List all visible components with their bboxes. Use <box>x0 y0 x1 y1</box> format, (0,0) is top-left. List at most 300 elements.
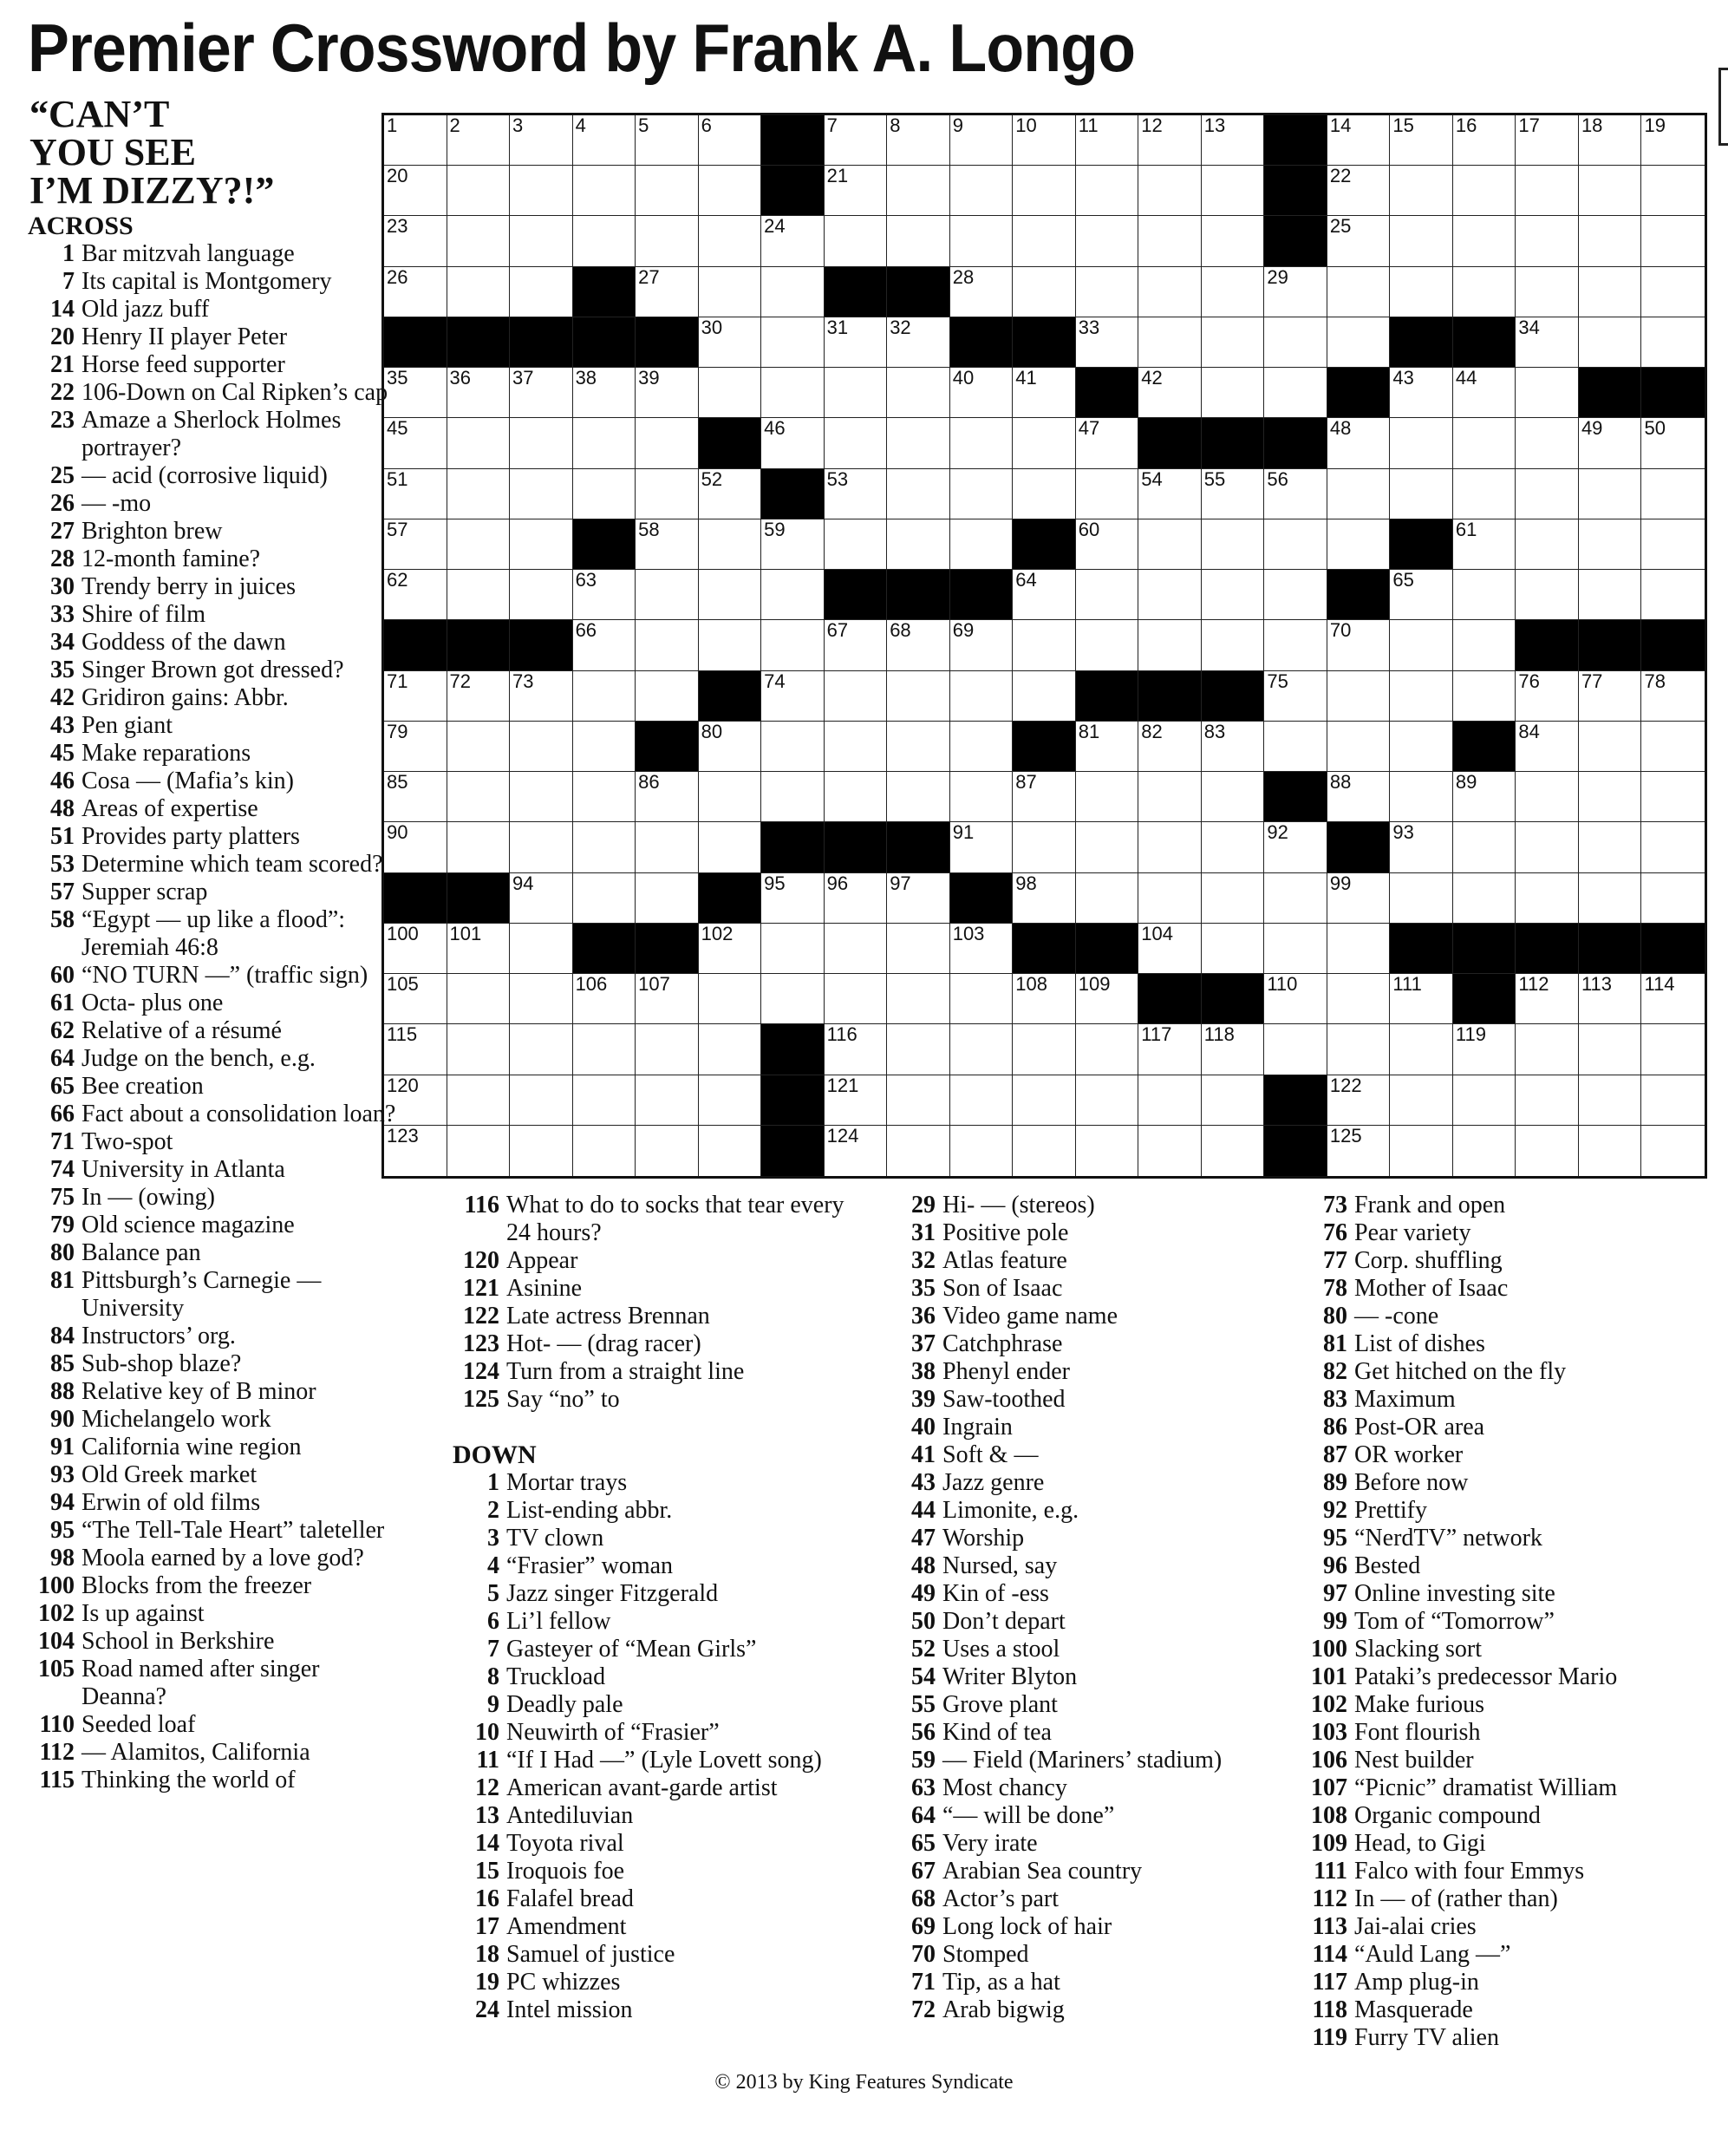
grid-cell[interactable] <box>1264 873 1327 924</box>
grid-cell[interactable] <box>636 570 699 620</box>
grid-cell[interactable] <box>950 822 1014 872</box>
grid-cell[interactable] <box>825 418 888 468</box>
grid-cell[interactable] <box>1390 166 1453 216</box>
grid-cell[interactable] <box>1202 166 1265 216</box>
grid-cell[interactable] <box>887 519 950 570</box>
grid-cell[interactable] <box>950 368 1014 418</box>
grid-cell[interactable] <box>573 216 636 266</box>
grid-cell[interactable] <box>1138 368 1202 418</box>
grid-cell[interactable] <box>1516 368 1579 418</box>
grid-cell[interactable] <box>510 1024 573 1075</box>
grid-cell[interactable] <box>573 1126 636 1176</box>
grid-cell[interactable] <box>510 974 573 1024</box>
grid-cell[interactable] <box>1516 267 1579 317</box>
grid-cell[interactable] <box>887 873 950 924</box>
grid-cell[interactable] <box>1327 722 1391 772</box>
grid-cell[interactable] <box>1579 1126 1642 1176</box>
grid-cell[interactable] <box>1202 822 1265 872</box>
grid-cell[interactable] <box>887 216 950 266</box>
grid-cell[interactable] <box>1013 772 1076 822</box>
grid-cell[interactable] <box>1327 1126 1391 1176</box>
grid-cell[interactable] <box>510 519 573 570</box>
grid-cell[interactable] <box>510 469 573 519</box>
grid-cell[interactable] <box>699 166 762 216</box>
grid-cell[interactable] <box>825 216 888 266</box>
grid-cell[interactable] <box>1202 267 1265 317</box>
grid-cell[interactable] <box>510 115 573 166</box>
grid-cell[interactable] <box>887 1024 950 1075</box>
grid-cell[interactable] <box>825 924 888 974</box>
grid-cell[interactable] <box>447 368 511 418</box>
grid-cell[interactable] <box>1076 873 1139 924</box>
grid-cell[interactable] <box>510 822 573 872</box>
grid-cell[interactable] <box>825 1024 888 1075</box>
grid-cell[interactable] <box>1453 1024 1516 1075</box>
grid-cell[interactable] <box>825 317 888 368</box>
crossword-grid[interactable] <box>381 113 1707 1179</box>
grid-cell[interactable] <box>1013 368 1076 418</box>
grid-cell[interactable] <box>573 873 636 924</box>
grid-cell[interactable] <box>1579 1075 1642 1126</box>
grid-cell[interactable] <box>1516 469 1579 519</box>
grid-cell[interactable] <box>1138 1075 1202 1126</box>
grid-cell[interactable] <box>1641 772 1705 822</box>
grid-cell[interactable] <box>761 418 825 468</box>
grid-cell[interactable] <box>447 469 511 519</box>
grid-cell[interactable] <box>887 368 950 418</box>
grid-cell[interactable] <box>1641 570 1705 620</box>
grid-cell[interactable] <box>1202 873 1265 924</box>
grid-cell[interactable] <box>1516 418 1579 468</box>
grid-cell[interactable] <box>1453 570 1516 620</box>
grid-cell[interactable] <box>636 469 699 519</box>
grid-cell[interactable] <box>1327 1075 1391 1126</box>
grid-cell[interactable] <box>1453 1126 1516 1176</box>
grid-cell[interactable] <box>1579 166 1642 216</box>
grid-cell[interactable] <box>1390 267 1453 317</box>
grid-cell[interactable] <box>1579 317 1642 368</box>
grid-cell[interactable] <box>825 772 888 822</box>
grid-cell[interactable] <box>825 722 888 772</box>
grid-cell[interactable] <box>1579 418 1642 468</box>
grid-cell[interactable] <box>761 924 825 974</box>
grid-cell[interactable] <box>1641 1024 1705 1075</box>
grid-cell[interactable] <box>887 115 950 166</box>
grid-cell[interactable] <box>1453 671 1516 722</box>
grid-cell[interactable] <box>1138 267 1202 317</box>
grid-cell[interactable] <box>761 722 825 772</box>
grid-cell[interactable] <box>1076 570 1139 620</box>
grid-cell[interactable] <box>510 722 573 772</box>
grid-cell[interactable] <box>1327 317 1391 368</box>
grid-cell[interactable] <box>1327 873 1391 924</box>
grid-cell[interactable] <box>1202 722 1265 772</box>
grid-cell[interactable] <box>1579 671 1642 722</box>
grid-cell[interactable] <box>825 115 888 166</box>
grid-cell[interactable] <box>887 722 950 772</box>
grid-cell[interactable] <box>1076 822 1139 872</box>
grid-cell[interactable] <box>1327 671 1391 722</box>
grid-cell[interactable] <box>1076 418 1139 468</box>
grid-cell[interactable] <box>1641 822 1705 872</box>
grid-cell[interactable] <box>1013 166 1076 216</box>
grid-cell[interactable] <box>1327 115 1391 166</box>
grid-cell[interactable] <box>510 418 573 468</box>
grid-cell[interactable] <box>950 166 1014 216</box>
grid-cell[interactable] <box>1327 216 1391 266</box>
grid-cell[interactable] <box>887 924 950 974</box>
grid-cell[interactable] <box>761 772 825 822</box>
grid-cell[interactable] <box>950 772 1014 822</box>
grid-cell[interactable] <box>1516 519 1579 570</box>
grid-cell[interactable] <box>699 216 762 266</box>
grid-cell[interactable] <box>1327 1024 1391 1075</box>
grid-cell[interactable] <box>1013 469 1076 519</box>
grid-cell[interactable] <box>636 519 699 570</box>
grid-cell[interactable] <box>1516 671 1579 722</box>
grid-cell[interactable] <box>887 1075 950 1126</box>
grid-cell[interactable] <box>510 1126 573 1176</box>
grid-cell[interactable] <box>1138 1024 1202 1075</box>
grid-cell[interactable] <box>1516 722 1579 772</box>
grid-cell[interactable] <box>573 570 636 620</box>
grid-cell[interactable] <box>1579 267 1642 317</box>
grid-cell[interactable] <box>825 469 888 519</box>
grid-cell[interactable] <box>510 368 573 418</box>
grid-cell[interactable] <box>1390 1126 1453 1176</box>
grid-cell[interactable] <box>887 317 950 368</box>
grid-cell[interactable] <box>447 722 511 772</box>
grid-cell[interactable] <box>1641 519 1705 570</box>
grid-cell[interactable] <box>1264 974 1327 1024</box>
grid-cell[interactable] <box>1202 1126 1265 1176</box>
grid-cell[interactable] <box>510 772 573 822</box>
grid-cell[interactable] <box>447 216 511 266</box>
grid-cell[interactable] <box>1453 469 1516 519</box>
grid-cell[interactable] <box>1516 216 1579 266</box>
grid-cell[interactable] <box>761 519 825 570</box>
grid-cell[interactable] <box>699 822 762 872</box>
grid-cell[interactable] <box>950 418 1014 468</box>
grid-cell[interactable] <box>1390 1075 1453 1126</box>
grid-cell[interactable] <box>1076 1024 1139 1075</box>
grid-cell[interactable] <box>1516 873 1579 924</box>
grid-cell[interactable] <box>1390 772 1453 822</box>
grid-cell[interactable] <box>1264 924 1327 974</box>
grid-cell[interactable] <box>699 267 762 317</box>
grid-cell[interactable] <box>1138 822 1202 872</box>
grid-cell[interactable] <box>761 216 825 266</box>
grid-cell[interactable] <box>825 1075 888 1126</box>
grid-cell[interactable] <box>573 166 636 216</box>
grid-cell[interactable] <box>1327 924 1391 974</box>
grid-cell[interactable] <box>950 267 1014 317</box>
grid-cell[interactable] <box>1138 115 1202 166</box>
grid-cell[interactable] <box>1641 418 1705 468</box>
grid-cell[interactable] <box>1641 216 1705 266</box>
grid-cell[interactable] <box>699 974 762 1024</box>
grid-cell[interactable] <box>1327 772 1391 822</box>
grid-cell[interactable] <box>825 671 888 722</box>
grid-cell[interactable] <box>1390 115 1453 166</box>
grid-cell[interactable] <box>1264 519 1327 570</box>
grid-cell[interactable] <box>887 772 950 822</box>
grid-cell[interactable] <box>1641 873 1705 924</box>
grid-cell[interactable] <box>1138 873 1202 924</box>
grid-cell[interactable] <box>510 873 573 924</box>
grid-cell[interactable] <box>1390 418 1453 468</box>
grid-cell[interactable] <box>699 368 762 418</box>
grid-cell[interactable] <box>761 974 825 1024</box>
grid-cell[interactable] <box>761 368 825 418</box>
grid-cell[interactable] <box>887 1126 950 1176</box>
grid-cell[interactable] <box>1264 267 1327 317</box>
grid-cell[interactable] <box>699 620 762 670</box>
grid-cell[interactable] <box>887 671 950 722</box>
grid-cell[interactable] <box>825 519 888 570</box>
grid-cell[interactable] <box>1641 115 1705 166</box>
grid-cell[interactable] <box>1516 115 1579 166</box>
grid-cell[interactable] <box>1579 469 1642 519</box>
grid-cell[interactable] <box>825 166 888 216</box>
grid-cell[interactable] <box>761 570 825 620</box>
grid-cell[interactable] <box>1516 974 1579 1024</box>
grid-cell[interactable] <box>699 1075 762 1126</box>
grid-cell[interactable] <box>1264 671 1327 722</box>
grid-cell[interactable] <box>1076 216 1139 266</box>
grid-cell[interactable] <box>1390 469 1453 519</box>
grid-cell[interactable] <box>1390 873 1453 924</box>
grid-cell[interactable] <box>1264 570 1327 620</box>
grid-cell[interactable] <box>510 570 573 620</box>
grid-cell[interactable] <box>636 1075 699 1126</box>
grid-cell[interactable] <box>1516 1126 1579 1176</box>
grid-cell[interactable] <box>699 317 762 368</box>
grid-cell[interactable] <box>1202 317 1265 368</box>
grid-cell[interactable] <box>1138 772 1202 822</box>
grid-cell[interactable] <box>1453 115 1516 166</box>
grid-cell[interactable] <box>1641 469 1705 519</box>
grid-cell[interactable] <box>1390 368 1453 418</box>
grid-cell[interactable] <box>573 974 636 1024</box>
grid-cell[interactable] <box>1202 519 1265 570</box>
grid-cell[interactable] <box>887 620 950 670</box>
grid-cell[interactable] <box>1264 822 1327 872</box>
grid-cell[interactable] <box>1327 620 1391 670</box>
grid-cell[interactable] <box>1264 722 1327 772</box>
grid-cell[interactable] <box>1076 166 1139 216</box>
grid-cell[interactable] <box>1202 368 1265 418</box>
grid-cell[interactable] <box>887 418 950 468</box>
grid-cell[interactable] <box>1013 1024 1076 1075</box>
grid-cell[interactable] <box>510 924 573 974</box>
grid-cell[interactable] <box>761 620 825 670</box>
grid-cell[interactable] <box>1013 873 1076 924</box>
grid-cell[interactable] <box>510 671 573 722</box>
grid-cell[interactable] <box>447 418 511 468</box>
grid-cell[interactable] <box>636 1126 699 1176</box>
grid-cell[interactable] <box>1641 317 1705 368</box>
grid-cell[interactable] <box>510 216 573 266</box>
grid-cell[interactable] <box>1138 216 1202 266</box>
grid-cell[interactable] <box>1516 772 1579 822</box>
grid-cell[interactable] <box>1453 418 1516 468</box>
grid-cell[interactable] <box>950 722 1014 772</box>
grid-cell[interactable] <box>636 873 699 924</box>
grid-cell[interactable] <box>1076 1075 1139 1126</box>
grid-cell[interactable] <box>950 620 1014 670</box>
grid-cell[interactable] <box>825 620 888 670</box>
grid-cell[interactable] <box>447 570 511 620</box>
grid-cell[interactable] <box>950 115 1014 166</box>
grid-cell[interactable] <box>636 1024 699 1075</box>
grid-cell[interactable] <box>1138 469 1202 519</box>
grid-cell[interactable] <box>447 1126 511 1176</box>
grid-cell[interactable] <box>1579 519 1642 570</box>
grid-cell[interactable] <box>636 620 699 670</box>
grid-cell[interactable] <box>447 267 511 317</box>
grid-cell[interactable] <box>1516 1024 1579 1075</box>
grid-cell[interactable] <box>1516 822 1579 872</box>
grid-cell[interactable] <box>950 216 1014 266</box>
grid-cell[interactable] <box>1076 469 1139 519</box>
grid-cell[interactable] <box>1138 620 1202 670</box>
grid-cell[interactable] <box>1138 570 1202 620</box>
grid-cell[interactable] <box>1453 166 1516 216</box>
grid-cell[interactable] <box>1013 671 1076 722</box>
grid-cell[interactable] <box>1076 317 1139 368</box>
grid-cell[interactable] <box>1390 1024 1453 1075</box>
grid-cell[interactable] <box>1641 267 1705 317</box>
grid-cell[interactable] <box>887 974 950 1024</box>
grid-cell[interactable] <box>573 822 636 872</box>
grid-cell[interactable] <box>447 519 511 570</box>
grid-cell[interactable] <box>1138 1126 1202 1176</box>
grid-cell[interactable] <box>1013 620 1076 670</box>
grid-cell[interactable] <box>1390 570 1453 620</box>
grid-cell[interactable] <box>1327 166 1391 216</box>
grid-cell[interactable] <box>636 267 699 317</box>
grid-cell[interactable] <box>1076 620 1139 670</box>
grid-cell[interactable] <box>887 469 950 519</box>
grid-cell[interactable] <box>573 1075 636 1126</box>
grid-cell[interactable] <box>825 1126 888 1176</box>
grid-cell[interactable] <box>1138 924 1202 974</box>
grid-cell[interactable] <box>761 317 825 368</box>
grid-cell[interactable] <box>1390 671 1453 722</box>
grid-cell[interactable] <box>950 974 1014 1024</box>
grid-cell[interactable] <box>636 671 699 722</box>
grid-cell[interactable] <box>825 974 888 1024</box>
grid-cell[interactable] <box>1579 873 1642 924</box>
grid-cell[interactable] <box>1516 570 1579 620</box>
grid-cell[interactable] <box>1390 974 1453 1024</box>
grid-cell[interactable] <box>1076 267 1139 317</box>
grid-cell[interactable] <box>447 1075 511 1126</box>
grid-cell[interactable] <box>573 115 636 166</box>
grid-cell[interactable] <box>636 166 699 216</box>
grid-cell[interactable] <box>1013 1075 1076 1126</box>
grid-cell[interactable] <box>1264 620 1327 670</box>
grid-cell[interactable] <box>573 620 636 670</box>
grid-cell[interactable] <box>1013 570 1076 620</box>
grid-cell[interactable] <box>447 924 511 974</box>
grid-cell[interactable] <box>950 1024 1014 1075</box>
grid-cell[interactable] <box>573 418 636 468</box>
grid-cell[interactable] <box>699 924 762 974</box>
grid-cell[interactable] <box>1641 166 1705 216</box>
grid-cell[interactable] <box>699 772 762 822</box>
grid-cell[interactable] <box>384 166 447 216</box>
grid-cell[interactable] <box>1579 722 1642 772</box>
grid-cell[interactable] <box>699 722 762 772</box>
grid-cell[interactable] <box>699 469 762 519</box>
grid-cell[interactable] <box>950 924 1014 974</box>
grid-cell[interactable] <box>1327 974 1391 1024</box>
grid-cell[interactable] <box>950 1075 1014 1126</box>
grid-cell[interactable] <box>447 974 511 1024</box>
grid-cell[interactable] <box>825 368 888 418</box>
grid-cell[interactable] <box>510 267 573 317</box>
grid-cell[interactable] <box>825 873 888 924</box>
grid-cell[interactable] <box>1264 1024 1327 1075</box>
grid-cell[interactable] <box>1453 368 1516 418</box>
grid-cell[interactable] <box>1202 216 1265 266</box>
grid-cell[interactable] <box>384 115 447 166</box>
grid-cell[interactable] <box>1138 166 1202 216</box>
grid-cell[interactable] <box>950 1126 1014 1176</box>
grid-cell[interactable] <box>1453 620 1516 670</box>
grid-cell[interactable] <box>636 216 699 266</box>
grid-cell[interactable] <box>1202 1024 1265 1075</box>
grid-cell[interactable] <box>447 166 511 216</box>
grid-cell[interactable] <box>1390 722 1453 772</box>
grid-cell[interactable] <box>950 469 1014 519</box>
grid-cell[interactable] <box>636 974 699 1024</box>
grid-cell[interactable] <box>1641 671 1705 722</box>
grid-cell[interactable] <box>1579 570 1642 620</box>
grid-cell[interactable] <box>573 1024 636 1075</box>
grid-cell[interactable] <box>1013 115 1076 166</box>
grid-cell[interactable] <box>510 166 573 216</box>
grid-cell[interactable] <box>1453 822 1516 872</box>
grid-cell[interactable] <box>1453 216 1516 266</box>
grid-cell[interactable] <box>1327 267 1391 317</box>
grid-cell[interactable] <box>1453 873 1516 924</box>
grid-cell[interactable] <box>699 519 762 570</box>
grid-cell[interactable] <box>1453 519 1516 570</box>
grid-cell[interactable] <box>1453 267 1516 317</box>
grid-cell[interactable] <box>1579 216 1642 266</box>
grid-cell[interactable] <box>1264 469 1327 519</box>
grid-cell[interactable] <box>1579 115 1642 166</box>
grid-cell[interactable] <box>447 115 511 166</box>
grid-cell[interactable] <box>1202 469 1265 519</box>
grid-cell[interactable] <box>447 1024 511 1075</box>
grid-cell[interactable] <box>510 1075 573 1126</box>
grid-cell[interactable] <box>1202 115 1265 166</box>
grid-cell[interactable] <box>1076 1126 1139 1176</box>
grid-cell[interactable] <box>447 772 511 822</box>
grid-cell[interactable] <box>1138 519 1202 570</box>
grid-cell[interactable] <box>573 368 636 418</box>
grid-cell[interactable] <box>1202 620 1265 670</box>
grid-cell[interactable] <box>1138 317 1202 368</box>
grid-cell[interactable] <box>950 519 1014 570</box>
grid-cell[interactable] <box>1390 216 1453 266</box>
grid-cell[interactable] <box>1138 722 1202 772</box>
grid-cell[interactable] <box>1579 974 1642 1024</box>
